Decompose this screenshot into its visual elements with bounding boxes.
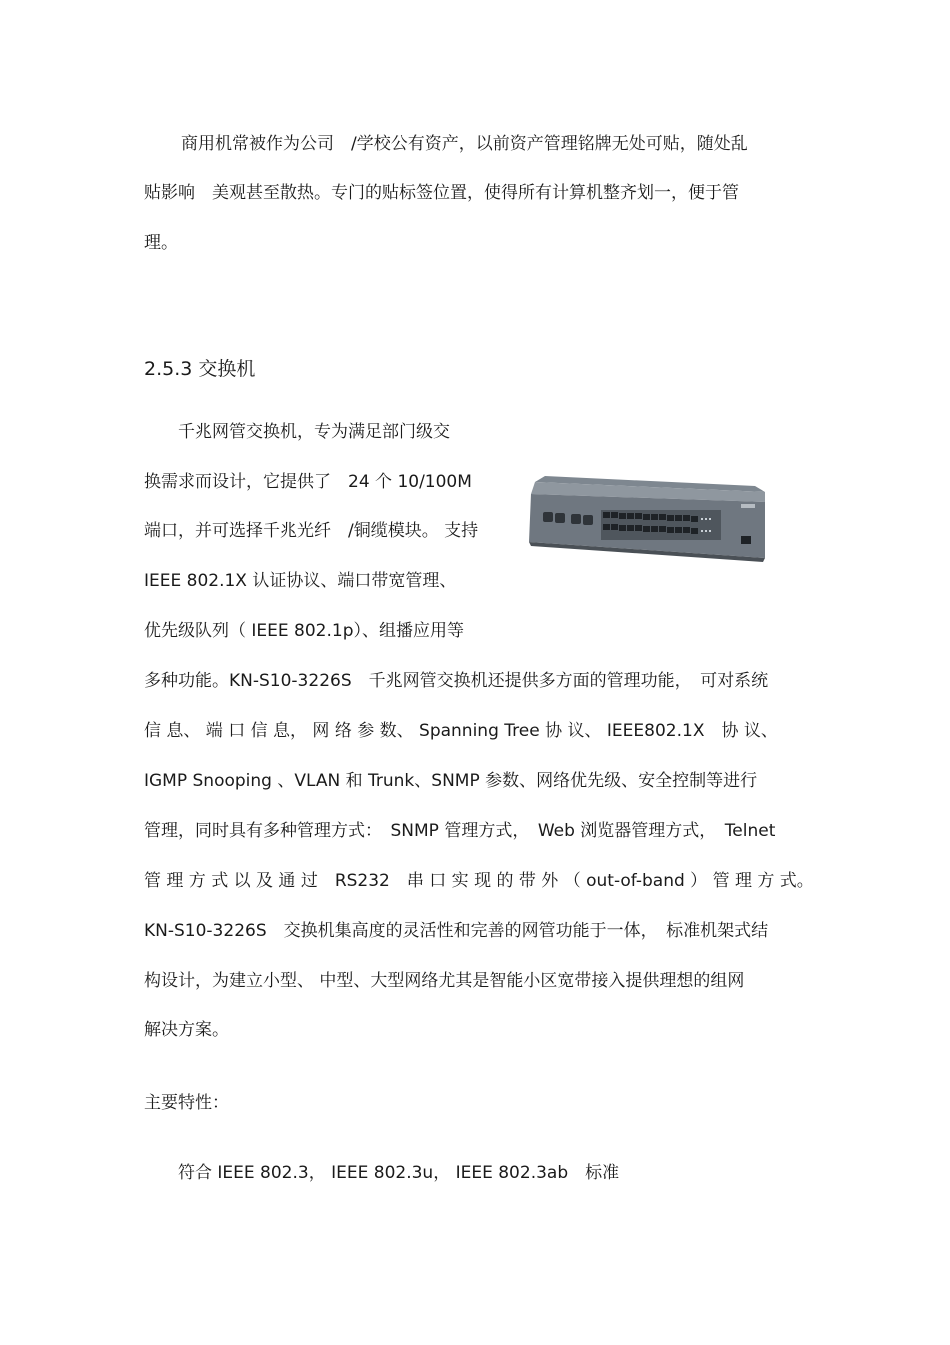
switch-illustration xyxy=(525,468,773,570)
paragraph-line: 解决方案。 xyxy=(144,1020,229,1040)
paragraph-line: 换需求而设计，它提供了 24 个 10/100M xyxy=(144,472,472,492)
module-port-icon xyxy=(583,515,593,525)
paragraph-line: 管理，同时具有多种管理方式： SNMP 管理方式， Web 浏览器管理方式， Telnet xyxy=(144,821,776,841)
features-title: 主要特性： xyxy=(144,1093,229,1113)
paragraph-line: 千兆网管交换机，专为满足部门级交 xyxy=(178,422,450,442)
module-port-icon xyxy=(555,513,565,523)
paragraph-line: 信 息、 端 口 信 息， 网 络 参 数、 Spanning Tree 协 议、 IEEE802.1X 协 议、 xyxy=(144,721,778,741)
paragraph-line: 构设计，为建立小型、 中型、大型网络尤其是智能小区宽带接入提供理想的组网 xyxy=(144,971,745,991)
paragraph-line: IEEE 802.1X 认证协议、端口带宽管理、 xyxy=(144,571,457,591)
paragraph-line: 管 理 方 式 以 及 通 过 RS232 串 口 实 现 的 带 外 （ out-of-band ） 管 理 方 式。 xyxy=(144,871,814,891)
module-port-icon xyxy=(571,514,581,524)
rj45-port-grid xyxy=(601,510,721,540)
section-heading: 2.5.3 交换机 xyxy=(144,358,256,380)
paragraph-line: 多种功能。KN-S10-3226S 千兆网管交换机还提供多方面的管理功能， 可对系统 xyxy=(144,671,769,691)
brand-mark-icon xyxy=(741,504,755,508)
paragraph-line: 贴影响 美观甚至散热。专门的贴标签位置，使得所有计算机整齐划一，便于管 xyxy=(144,183,739,203)
paragraph-line: IGMP Snooping 、VLAN 和 Trunk、SNMP 参数、网络优先级、安全控制等进行 xyxy=(144,771,758,791)
paragraph-line: 优先级队列（ IEEE 802.1p）、组播应用等 xyxy=(144,621,465,641)
feature-item: 符合 IEEE 802.3， IEEE 802.3u， IEEE 802.3ab 标准 xyxy=(178,1163,620,1183)
console-port-icon xyxy=(741,536,751,544)
paragraph-line: 商用机常被作为公司 /学校公有资产，以前资产管理铭牌无处可贴，随处乱 xyxy=(181,134,748,154)
paragraph-line: 端口，并可选择千兆光纤 /铜缆模块。 支持 xyxy=(144,521,479,541)
switch-image xyxy=(525,468,773,570)
module-port-icon xyxy=(543,512,553,522)
paragraph-line: KN-S10-3226S 交换机集高度的灵活性和完善的网管功能于一体， 标准机架式结 xyxy=(144,921,769,941)
paragraph-line: 理。 xyxy=(144,233,178,253)
